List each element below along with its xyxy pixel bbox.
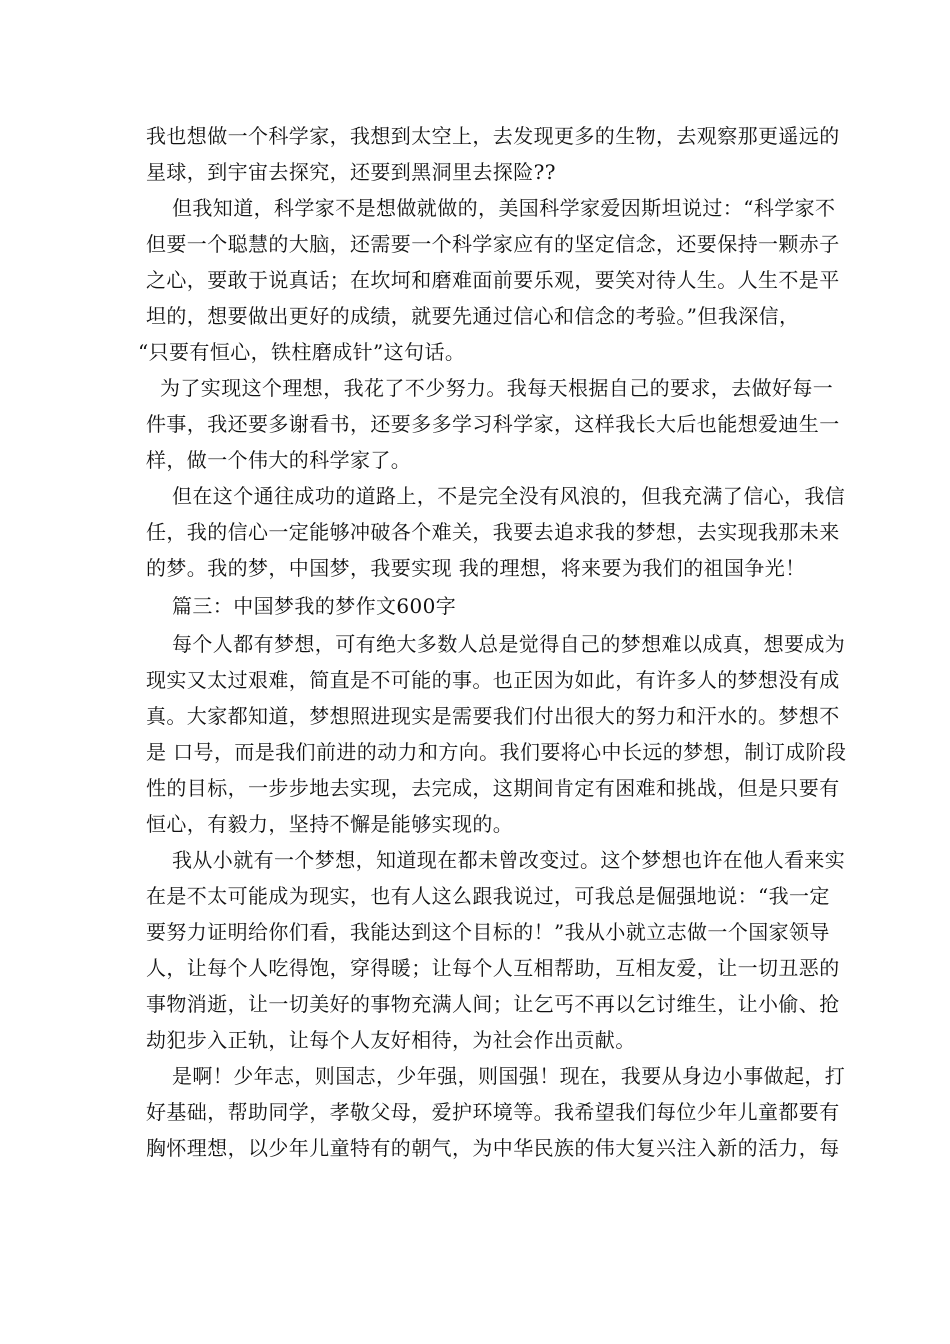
text-line: 在是不太可能成为现实，也有人这么跟我说过，可我总是倔强地说：“我一定 xyxy=(146,884,830,908)
text-line: 胸怀理想，以少年儿童特有的朝气，为中华民族的伟大复兴注入新的活力，每 xyxy=(146,1136,840,1160)
text-line: 的梦。我的梦，中国梦，我要实现 我的理想，将来要为我们的祖国争光！ xyxy=(146,556,806,580)
text-line: 人，让每个人吃得饱，穿得暖；让每个人互相帮助，互相友爱，让一切丑恶的 xyxy=(146,956,840,980)
text-line: 为了实现这个理想，我花了不少努力。我每天根据自己的要求，去做好每一 xyxy=(160,376,834,400)
section-heading: 篇三：中国梦我的梦作文600字 xyxy=(172,594,457,618)
text-line: 坦的，想要做出更好的成绩，就要先通过信心和信念的考验。”但我深信， xyxy=(146,304,800,328)
text-line: 但我知道，科学家不是想做就做的，美国科学家爱因斯坦说过：“科学家不 xyxy=(172,196,836,220)
text-line: 是啊！少年志，则国志，少年强，则国强！现在，我要从身边小事做起，打 xyxy=(172,1064,846,1088)
text-line: 要努力证明给你们看，我能达到这个目标的！”我从小就立志做一个国家领导 xyxy=(146,920,830,944)
text-line: 性的目标，一步步地去实现，去完成，这期间肯定有困难和挑战，但是只要有 xyxy=(146,776,840,800)
text-line: 恒心，有毅力，坚持不懈是能够实现的。 xyxy=(146,812,514,836)
text-line: 件事，我还要多谢看书，还要多多学习科学家，这样我长大后也能想爱迪生一 xyxy=(146,412,840,436)
text-line: 星球，到宇宙去探究，还要到黑洞里去探险?? xyxy=(146,160,556,184)
text-line: 现实又太过艰难，简直是不可能的事。也正因为如此，有许多人的梦想没有成 xyxy=(146,668,840,692)
text-line: 我从小就有一个梦想，知道现在都未曾改变过。这个梦想也许在他人看来实 xyxy=(172,848,846,872)
text-line: “只要有恒心，铁柱磨成针”这句话。 xyxy=(138,340,466,364)
text-line: 是 口号，而是我们前进的动力和方向。我们要将心中长远的梦想，制订成阶段 xyxy=(146,740,847,764)
text-line: 但要一个聪慧的大脑，还需要一个科学家应有的坚定信念，还要保持一颗赤子 xyxy=(146,232,840,256)
text-line: 每个人都有梦想，可有绝大多数人总是觉得自己的梦想难以成真，想要成为 xyxy=(172,632,846,656)
text-line: 任，我的信心一定能够冲破各个难关，我要去追求我的梦想，去实现我那未来 xyxy=(146,520,840,544)
text-line: 劫犯步入正轨，让每个人友好相待，为社会作出贡献。 xyxy=(146,1028,636,1052)
text-line: 好基础，帮助同学，孝敬父母，爱护环境等。我希望我们每位少年儿童都要有 xyxy=(146,1100,840,1124)
text-line: 我也想做一个科学家，我想到太空上，去发现更多的生物，去观察那更遥远的 xyxy=(146,124,840,148)
text-line: 真。大家都知道，梦想照进现实是需要我们付出很大的努力和汗水的。梦想不 xyxy=(146,704,840,728)
text-line: 事物消逝，让一切美好的事物充满人间；让乞丐不再以乞讨维生，让小偷、抢 xyxy=(146,992,840,1016)
text-line: 但在这个通往成功的道路上，不是完全没有风浪的，但我充满了信心，我信 xyxy=(172,484,846,508)
text-line: 样，做一个伟大的科学家了。 xyxy=(146,448,412,472)
text-line: 之心，要敢于说真话；在坎坷和磨难面前要乐观，要笑对待人生。人生不是平 xyxy=(146,268,840,292)
